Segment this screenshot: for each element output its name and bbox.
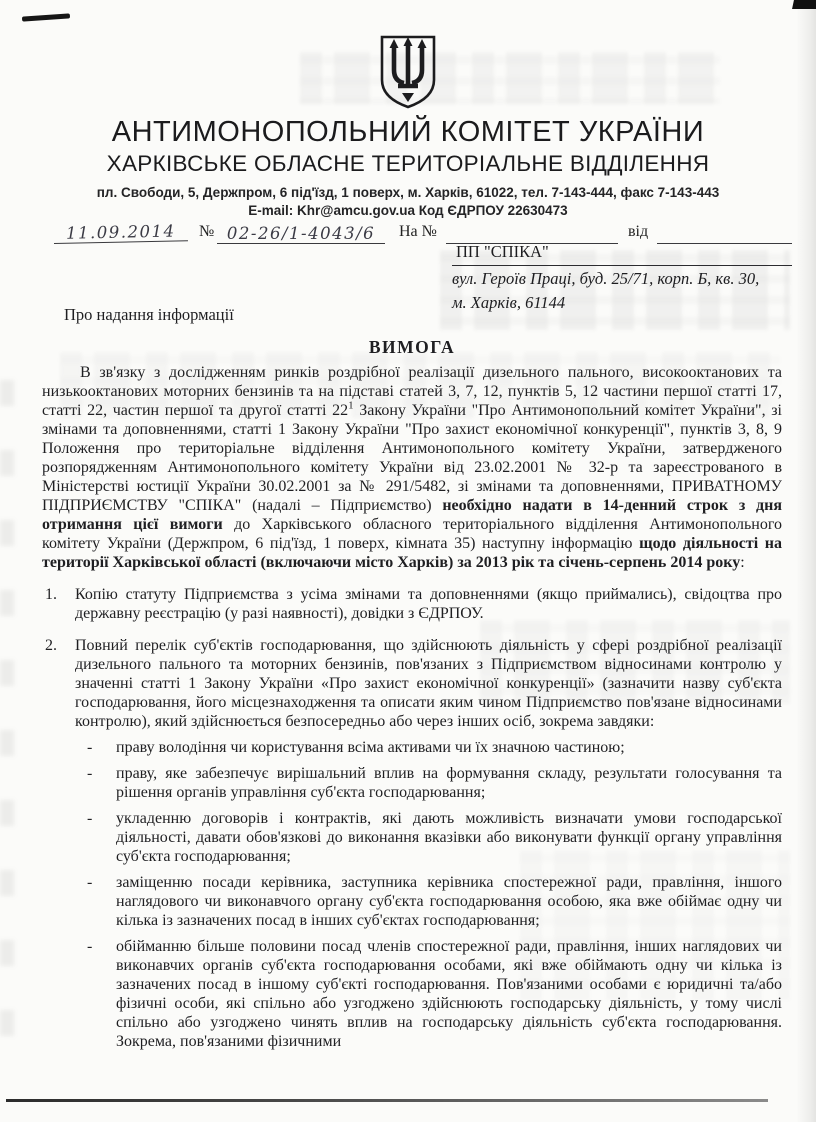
sublist-item-text: праву, яке забезпечує вирішальний вплив на формування складу, результати голосування та рішення органів управління суб'єкта господарювання; [116,765,782,801]
list-item [42,636,782,731]
sublist-item-text: обійманню більше половини посад членів спостережної ради, правління, інших наглядових чи виконавчих органів суб'єкта господарювання особами, які вже обіймають одну чи кілька із зазначених посад в іншому суб'єкті господарювання. Пов'язаними особами є юридичні та/або фізичні особи, які спільно або узгоджено здійснюють господарську діяльність, у тому числі спільно або узгоджено чинять вплив на господарську діяльність суб'єкта господарювання. Зокрема, пов'язаними фізичними [116,938,782,1050]
org-name: АНТИМОНОПОЛЬНИЙ КОМІТЕТ УКРАЇНИ [111,116,705,148]
sublist-item-text: заміщенню посади керівника, заступника керівника спостережної ради, правління, іншого наглядового чи виконавчого органу суб'єкта господарювання особою, яка вже обіймає одну чи кілька із зазначених посад в інших суб'єктах господарювання; [116,874,782,929]
in-reply-to-label: На № [399,223,437,240]
subject-line: Про надання інформації [64,305,234,324]
numbered-requirements-list [42,585,782,731]
reference-row [42,218,792,244]
sublist-item [42,764,782,802]
org-address-line: пл. Свободи, 5, Держпром, 6 під'їзд, 1 поверх, м. Харків, 61022, тел. 7-143-444, факс 7-143-443 [96,184,720,200]
sublist-item [42,873,782,930]
list-item [42,585,782,623]
list-item-text: Повний перелік суб'єктів господарювання, що здійснюють діяльність у сфері роздрібної реалізації дизельного пального та моторних бензинів, пов'язаних з Підприємством відносинами контролю у значенні статті 1 Закону України «Про захист економічної конкуренції» (зазначити назву суб'єкта господарювання, його місцезнаходження та описати яким чином Підприємство пов'язане відносинами контролю), який здійснюється безпосередньо або через інших осіб, зокрема завдяки: [75,637,782,730]
org-branch: ХАРКІВСЬКЕ ОБЛАСНЕ ТЕРИТОРІАЛЬНЕ ВІДДІЛЕННЯ [106,150,710,176]
scope-emphasis: щодо діяльності на території Харківської області (включаючи місто Харків) за 2013 рік та січень-серпень 2014 року [42,535,782,571]
intro-text: до Харківського обласного територіального відділення Антимонопольного комітету України (Держпром, 6 під'їзд, 1 поверх, кімната 35) наступну інформацію [42,516,782,552]
sublist-item [42,809,782,866]
deadline-emphasis: необхідно надати в 14-денний строк з дня отримання цієї вимоги [42,497,783,533]
intro-text: Закону України "Про Антимонопольний комітет України", зі змінами та доповненнями, статті 1 Закону України "Про захист економічної конкуренції", пунктів 3, 8, 9 Положення про територіальне відділення Антимонопольного комітету України, затвердженого розпорядженням Антимонопольного комітету України від 23.02.2001 № 32-р та зареєстрованого в Міністерстві юстиції України 30.02.2001 за № 291/5482, зі змінами та доповненнями, ПРИВАТНОМУ ПІДПРИЄМСТВУ "СПІКА" (надалі – Підприємство) [42,402,782,514]
scan-mark-top-left [22,13,70,21]
dash-sublist [42,738,782,1051]
scan-mark-top-right [792,0,816,9]
sublist-item-text: укладенню договорів і контрактів, які дають можливість визначати умови господарської діяльності, давати обов'язкові до виконання вказівки або виконувати функції органу управління суб'єкта господарювання; [116,810,782,865]
document-body [42,338,782,1051]
tryzub-emblem-icon [377,34,439,110]
intro-text: В зв'язку з дослідженням ринків роздрібної реалізації дизельного пального, високооктанових та низькооктанових моторних бензинів та на підставі статей 3, 7, 12, пунктів 5, 12 частини першої статті 17, статті 22, частин першої та другої статті 22 [42,364,782,419]
scan-bottom-edge-line [6,1099,768,1102]
sublist-item-text: праву володіння чи користування всіма активами чи їх значною частиною; [116,739,625,756]
scan-margin-streaks [0,380,14,1080]
document-title: ВИМОГА [368,337,456,357]
outgoing-date-field: 11.09.2014 [54,221,188,244]
sublist-item [42,937,782,1051]
number-label: № [199,223,215,240]
recipient-name: ПП "СПІКА" [452,242,792,266]
letterhead [0,34,816,220]
sublist-item [42,738,782,757]
recipient-block [452,242,792,315]
intro-paragraph [42,363,782,572]
intro-text: : [740,554,745,571]
org-email-line: E-mail: Khr@amcu.gov.ua Код ЄДРПОУ 22630473 [248,202,568,218]
outgoing-number-field: 02-26/1-4043/6 [217,224,385,244]
list-item-text: Копію статуту Підприємства з усіма змінами та доповненнями (якщо приймались), свідоцтва про державну реєстрацію (у разі наявності), довідки з ЄДРПОУ. [75,586,782,622]
recipient-address-line1: вул. Героїв Праці, буд. 25/71, корп. Б, кв. 30, [452,269,760,288]
from-date-label: від [628,223,649,240]
article-superscript: 1 [348,399,354,412]
recipient-address-line2: м. Харків, 61144 [452,293,566,313]
